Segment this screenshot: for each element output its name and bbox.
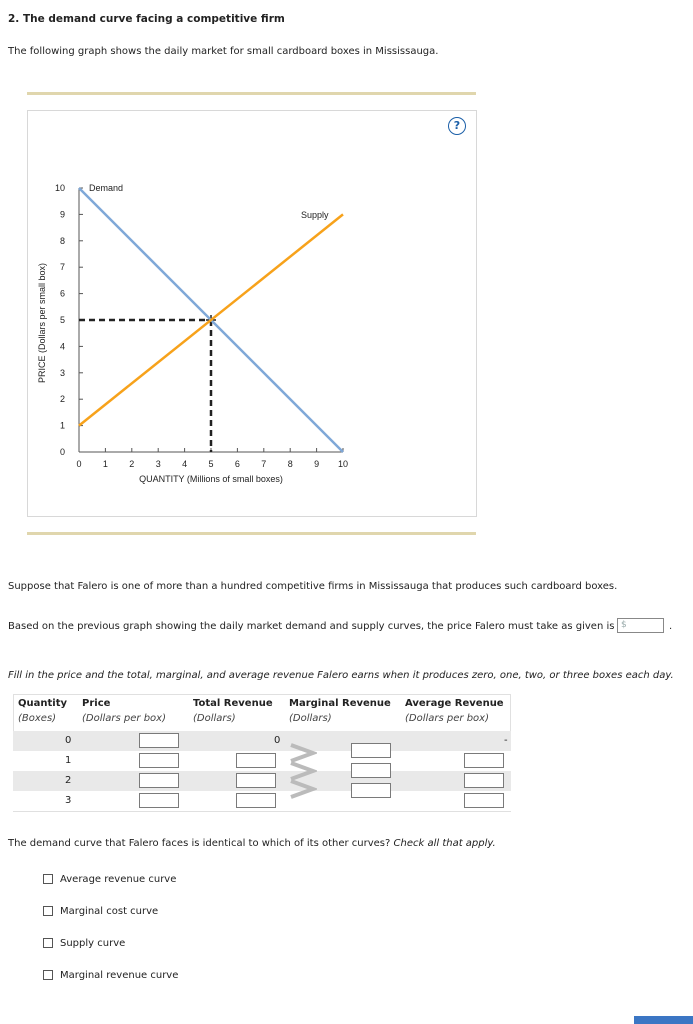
divider-bottom [27, 532, 476, 535]
y-tick-label: 3 [59, 367, 65, 378]
total-revenue-q0: 0 [274, 735, 281, 746]
table-row [13, 731, 511, 751]
header-marginal-sub: (Dollars) [289, 713, 332, 724]
header-total: Total Revenue [193, 698, 273, 709]
checkbox-supply[interactable] [43, 938, 53, 948]
x-tick-label: 0 [76, 459, 82, 469]
header-marginal: Marginal Revenue [289, 698, 391, 709]
checkbox-average-revenue[interactable] [43, 874, 53, 884]
x-tick-label: 7 [261, 459, 267, 469]
y-axis-label: PRICE (Dollars per small box) [37, 262, 47, 384]
marginal-revenue-input-1[interactable] [351, 743, 391, 758]
marginal-revenue-input-3[interactable] [351, 783, 391, 798]
marginal-arrows-icon [289, 743, 317, 801]
quantity-cell: 0 [65, 735, 72, 746]
header-price: Price [82, 698, 111, 709]
y-tick-label: 8 [59, 235, 65, 246]
y-tick-label: 6 [59, 288, 65, 299]
x-axis-label: QUANTITY (Millions of small boxes) [139, 474, 283, 484]
x-tick-label: 2 [129, 459, 135, 469]
question-title: 2. The demand curve facing a competitive firm [8, 13, 285, 25]
based-text: Based on the previous graph showing the daily market demand and supply curves, the price Falero must take as given is [8, 621, 615, 632]
average-revenue-q0: - [504, 735, 508, 746]
grade-button[interactable] [634, 1016, 693, 1024]
checkbox-marginal-revenue[interactable] [43, 970, 53, 980]
x-tick-label: 10 [337, 459, 349, 469]
y-tick-label: 5 [59, 315, 65, 325]
header-average: Average Revenue [405, 698, 504, 709]
y-tick-label: 1 [59, 420, 65, 431]
price-input[interactable]: $ [617, 618, 664, 633]
quantity-cell: 1 [65, 755, 72, 766]
demand-question [8, 838, 496, 849]
price-input-q1[interactable] [139, 753, 179, 768]
header-average-sub: (Dollars per box) [405, 713, 489, 724]
y-tick-label: 4 [59, 341, 65, 352]
checkbox-marginal-cost[interactable] [43, 906, 53, 916]
demand-curve-label: Demand [89, 183, 124, 193]
x-tick-label: 5 [208, 459, 214, 469]
x-tick-label: 6 [234, 459, 240, 469]
total-revenue-input-q1[interactable] [236, 753, 276, 768]
average-revenue-input-q3[interactable] [464, 793, 504, 808]
header-quantity: Quantity [18, 698, 67, 709]
option-label: Marginal revenue curve [60, 970, 179, 981]
y-tick-label: 7 [59, 262, 65, 273]
demand-question-hint: Check all that apply. [393, 838, 496, 849]
x-tick-label: 1 [102, 459, 108, 469]
question-intro: The following graph shows the daily market for small cardboard boxes in Mississauga. [8, 46, 439, 57]
y-tick-label: 9 [59, 209, 65, 220]
average-revenue-input-q1[interactable] [464, 753, 504, 768]
total-revenue-input-q2[interactable] [236, 773, 276, 788]
option-label: Average revenue curve [60, 874, 177, 885]
option-label: Marginal cost curve [60, 906, 159, 917]
price-input-q0[interactable] [139, 733, 179, 748]
quantity-cell: 3 [65, 795, 72, 806]
header-price-sub: (Dollars per box) [82, 713, 166, 724]
price-input-q3[interactable] [139, 793, 179, 808]
fill-in-instructions: Fill in the price and the total, marginal, and average revenue Falero earns when it produces zero, one, two, or three boxes each day. [8, 670, 674, 681]
y-tick-label: 10 [54, 183, 65, 193]
x-tick-label: 8 [287, 459, 293, 469]
header-quantity-sub: (Boxes) [18, 713, 57, 724]
supply-curve-label: Supply [301, 210, 329, 220]
demand-question-text: The demand curve that Falero faces is identical to which of its other curves? [8, 838, 391, 849]
y-tick-label: 2 [59, 394, 65, 405]
period: . [669, 621, 673, 632]
header-total-sub: (Dollars) [193, 713, 236, 724]
x-tick-label: 9 [314, 459, 320, 469]
quantity-cell: 2 [65, 775, 72, 786]
x-tick-label: 4 [182, 459, 188, 469]
average-revenue-input-q2[interactable] [464, 773, 504, 788]
suppose-text: Suppose that Falero is one of more than a hundred competitive firms in Mississauga that produces such cardboard boxes. [8, 581, 618, 592]
x-tick-label: 3 [155, 459, 161, 469]
y-tick-label: 0 [59, 447, 65, 457]
total-revenue-input-q3[interactable] [236, 793, 276, 808]
option-label: Supply curve [60, 938, 126, 949]
help-icon[interactable]: ? [448, 117, 466, 135]
marginal-revenue-input-2[interactable] [351, 763, 391, 778]
price-input-q2[interactable] [139, 773, 179, 788]
